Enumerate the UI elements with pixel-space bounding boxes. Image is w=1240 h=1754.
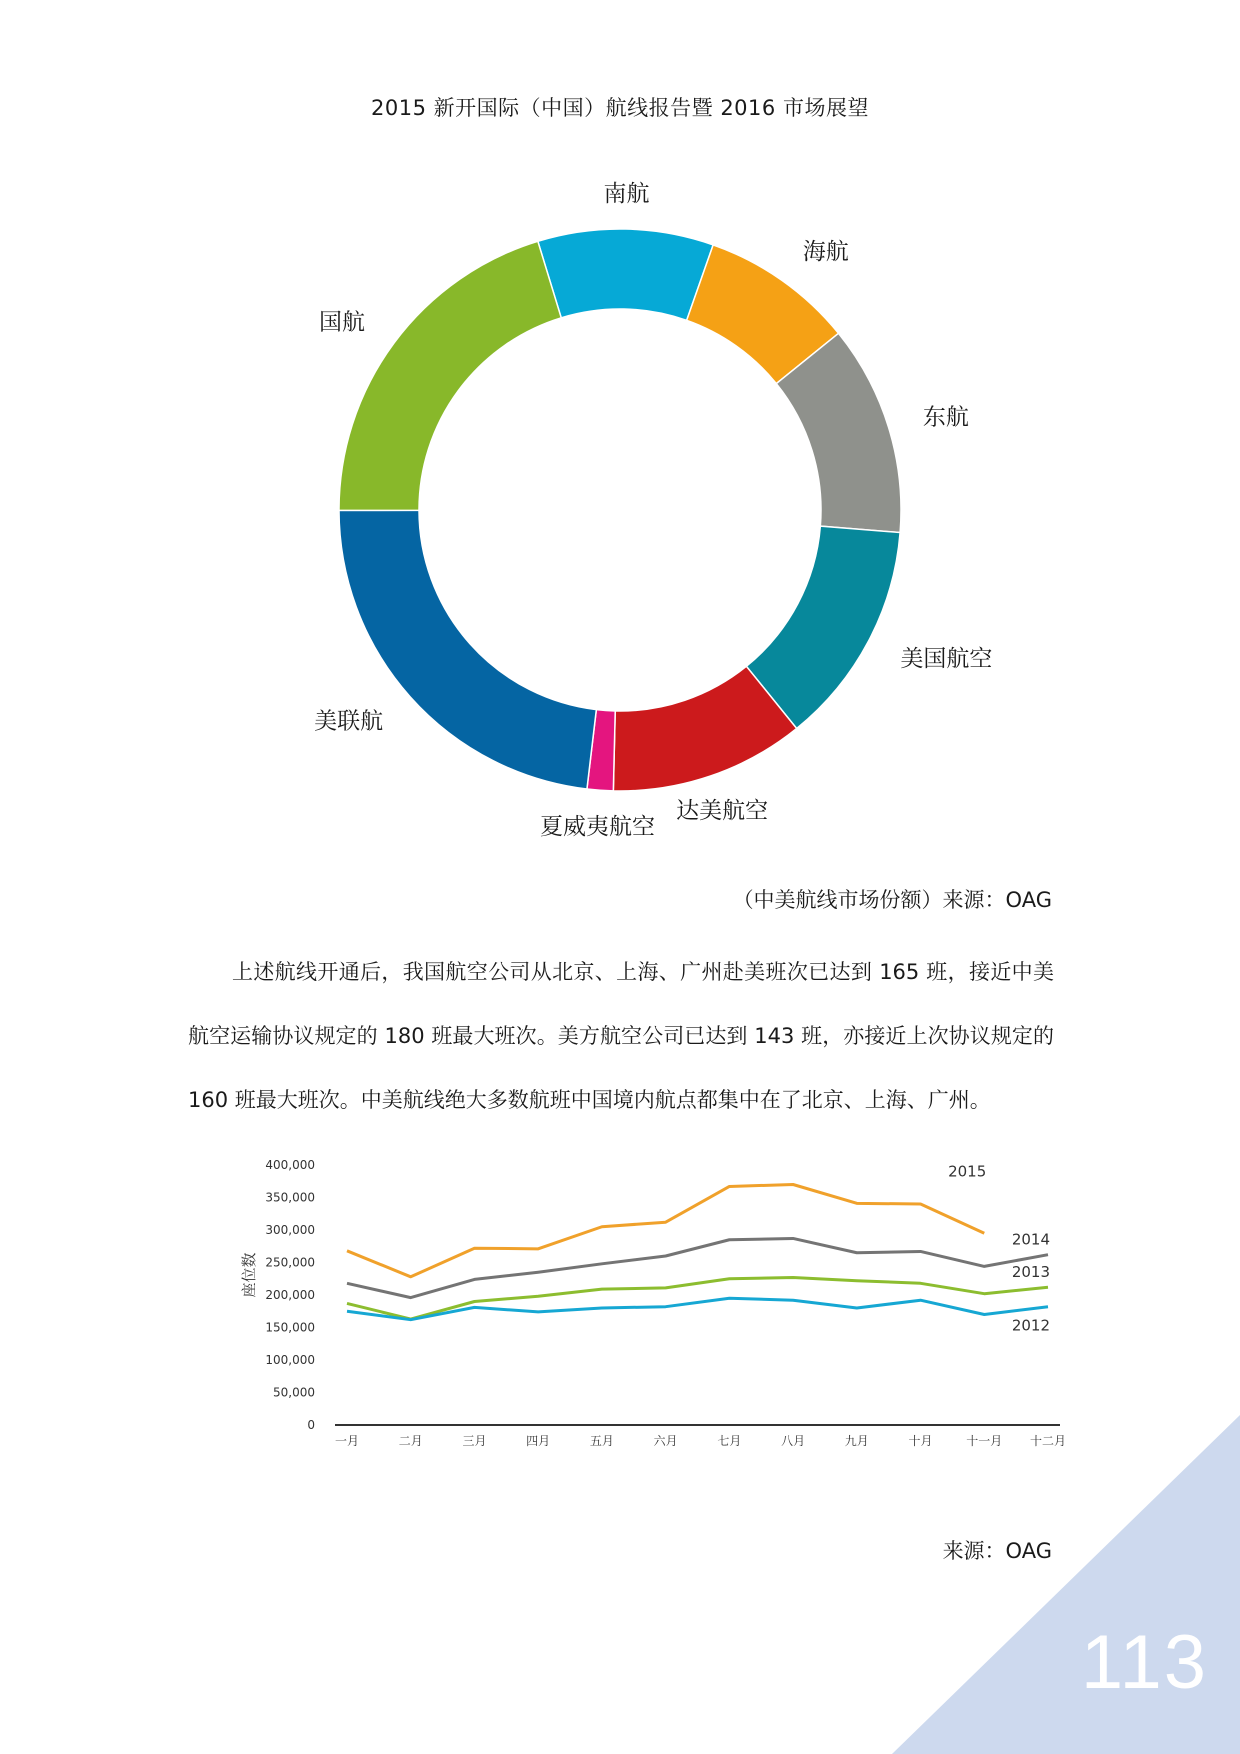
y-tick-label: 0 [307, 1418, 315, 1432]
y-tick-label: 150,000 [265, 1320, 315, 1335]
x-tick-label: 七月 [717, 1434, 742, 1448]
donut-slice [538, 229, 713, 320]
series-label-2015: 2015 [948, 1162, 987, 1181]
x-tick-label: 三月 [462, 1434, 487, 1448]
donut-slice-label: 达美航空 [676, 798, 769, 825]
series-label-2013: 2013 [1011, 1263, 1050, 1282]
y-tick-label: 350,000 [265, 1190, 315, 1205]
line-chart-source: 来源：OAG [942, 1539, 1052, 1563]
x-tick-label: 二月 [398, 1434, 423, 1448]
x-tick-label: 十月 [908, 1434, 933, 1448]
x-tick-label: 五月 [589, 1434, 614, 1448]
donut-slice-label: 夏威夷航空 [540, 814, 656, 841]
donut-chart [0, 170, 1240, 850]
x-tick-label: 六月 [653, 1434, 678, 1448]
series-line-2014 [347, 1238, 1048, 1297]
series-line-2015 [347, 1185, 984, 1277]
donut-slice-label: 美国航空 [900, 645, 993, 672]
donut-slice [339, 241, 561, 510]
donut-slice [339, 510, 596, 789]
donut-slice-label: 海航 [802, 238, 849, 265]
y-tick-label: 200,000 [265, 1288, 315, 1302]
page-number: 113 [1080, 1620, 1208, 1705]
x-tick-label: 九月 [844, 1434, 869, 1448]
y-tick-label: 400,000 [265, 1158, 315, 1172]
donut-slice-label: 国航 [319, 309, 366, 336]
y-tick-label: 50,000 [273, 1385, 315, 1400]
body-paragraph: 上述航线开通后，我国航空公司从北京、上海、广州赴美班次已达到 165 班，接近中美航空运输协议规定的 180 班最大班次。美方航空公司已达到 143 班，亦接近上次协议规定的 160 班最大班次。中美航线绝大多数航班中国境内航点都集中在了北京、上海、广州。 [188, 960, 1054, 1112]
donut-slice-label: 美联航 [314, 708, 384, 735]
donut-slice-label: 东航 [922, 404, 969, 431]
x-tick-label: 四月 [526, 1434, 551, 1448]
y-tick-label: 100,000 [265, 1353, 315, 1367]
page-header-title: 2015 新开国际（中国）航线报告暨 2016 市场展望 [371, 96, 869, 120]
series-label-2012: 2012 [1011, 1316, 1050, 1335]
y-axis-label: 座位数 [240, 1252, 258, 1298]
donut-slice-label: 南航 [603, 181, 650, 208]
x-tick-label: 十二月 [1029, 1434, 1067, 1448]
donut-chart-source: （中美航线市场份额）来源：OAG [732, 888, 1052, 912]
series-label-2014: 2014 [1011, 1230, 1050, 1249]
x-tick-label: 一月 [334, 1434, 360, 1448]
line-chart [230, 1140, 1070, 1460]
y-tick-label: 300,000 [265, 1223, 315, 1237]
x-tick-label: 八月 [781, 1434, 806, 1448]
x-tick-label: 十一月 [966, 1434, 1003, 1448]
y-tick-label: 250,000 [265, 1255, 315, 1270]
